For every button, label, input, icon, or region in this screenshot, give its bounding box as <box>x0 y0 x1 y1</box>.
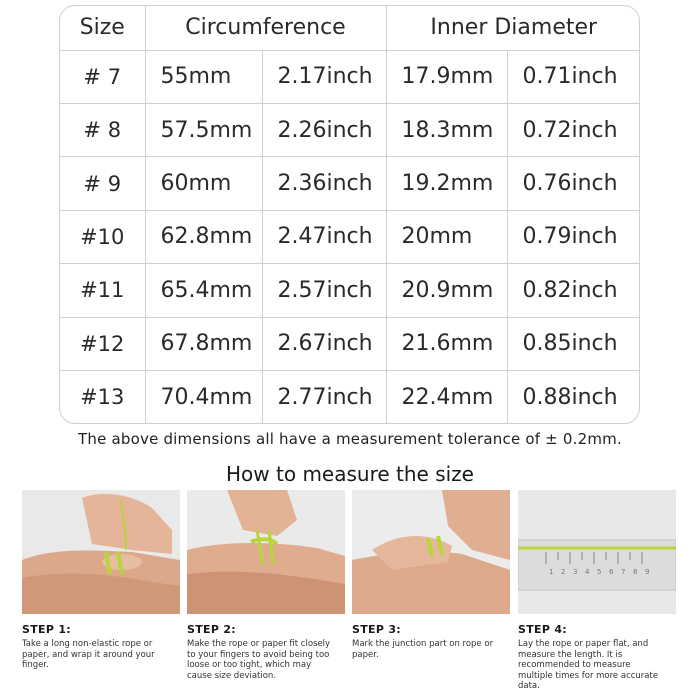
hand-wrapping-rope-illustration <box>22 490 180 614</box>
size-cell: #13 <box>60 371 145 423</box>
diameter-mm-cell: 20mm <box>386 210 507 263</box>
circumference-inch-cell: 2.57inch <box>262 264 386 317</box>
diameter-inch-cell: 0.88inch <box>522 384 618 410</box>
diameter-mm-cell: 18.3mm <box>386 103 507 156</box>
circumference-inch-cell: 2.47inch <box>262 210 386 263</box>
diameter-inch-cell: 0.71inch <box>507 50 640 103</box>
table-row <box>60 103 640 156</box>
size-table <box>60 6 640 423</box>
size-cell: #10 <box>60 210 145 263</box>
diameter-mm-cell: 20.9mm <box>386 264 507 317</box>
circumference-inch-cell: 2.36inch <box>262 157 386 210</box>
diameter-mm-cell: 19.2mm <box>386 157 507 210</box>
ruler-tick-label: 6 <box>609 568 614 576</box>
diameter-inch-cell: 0.85inch <box>507 317 640 370</box>
step-2-photo <box>187 490 345 614</box>
diameter-mm-cell: 17.9mm <box>386 50 507 103</box>
howto-heading: How to measure the size <box>226 462 474 486</box>
header-size: Size <box>60 6 145 50</box>
circumference-inch-cell: 2.26inch <box>262 103 386 156</box>
table-row <box>60 210 640 263</box>
step-2-text: Make the rope or paper fit closely to your fingers to avoid being too loose or too tight, which may cause size deviation. <box>187 639 331 681</box>
hand-marking-rope-illustration <box>352 490 510 614</box>
circumference-mm-cell: 67.8mm <box>145 317 262 370</box>
table-row <box>60 264 640 317</box>
tolerance-note: The above dimensions all have a measurement tolerance of ± 0.2mm. <box>78 430 622 448</box>
table-row <box>60 371 640 423</box>
size-cell: #11 <box>60 264 145 317</box>
measurement-steps <box>22 490 678 692</box>
step-1 <box>22 490 180 692</box>
ruler-tick-label: 4 <box>585 568 590 576</box>
header-circumference: Circumference <box>145 6 386 50</box>
circumference-inch-cell: 2.17inch <box>262 50 386 103</box>
circumference-inch-cell: 2.67inch <box>262 317 386 370</box>
circumference-inch-cell: 2.77inch <box>262 371 386 423</box>
circumference-mm-cell: 70.4mm <box>145 371 262 423</box>
size-cell: # 8 <box>60 103 145 156</box>
step-4-title: STEP 4: <box>518 623 567 636</box>
step-3 <box>352 490 510 692</box>
circumference-mm-cell: 60mm <box>145 157 262 210</box>
circumference-mm-cell: 55mm <box>145 50 262 103</box>
table-row <box>60 317 640 370</box>
diameter-mm-cell: 21.6mm <box>386 317 507 370</box>
table-row <box>60 50 640 103</box>
ruler-tick-label: 2 <box>561 568 566 576</box>
ruler-measuring-rope-illustration <box>518 490 676 614</box>
step-4-photo <box>518 490 676 614</box>
diameter-inch-cell: 0.72inch <box>507 103 640 156</box>
step-4-text: Lay the rope or paper flat, and measure the length. It is recommended to measure multiple times for more accurate data. <box>518 639 659 691</box>
diameter-inch-cell: 0.82inch <box>507 264 640 317</box>
step-1-text: Take a long non-elastic rope or paper, and wrap it around your finger. <box>22 639 155 670</box>
hand-tightening-rope-illustration <box>187 490 345 614</box>
ruler-tick-label: 3 <box>573 568 578 576</box>
step-1-photo <box>22 490 180 614</box>
ruler-tick-label: 9 <box>645 568 650 576</box>
diameter-inch-cell: 0.79inch <box>507 210 640 263</box>
circumference-mm-cell: 65.4mm <box>145 264 262 317</box>
step-1-title: STEP 1: <box>22 623 71 636</box>
ruler-tick-label: 5 <box>597 568 602 576</box>
step-3-title: STEP 3: <box>352 623 401 636</box>
step-2-title: STEP 2: <box>187 623 236 636</box>
step-3-text: Mark the junction part on rope or paper. <box>352 639 494 660</box>
ruler-tick-label: 8 <box>633 568 638 576</box>
size-chart-table <box>59 5 640 424</box>
size-cell: # 7 <box>60 50 145 103</box>
step-2 <box>187 490 345 692</box>
circumference-mm-cell: 62.8mm <box>145 210 262 263</box>
table-header-row <box>60 6 640 50</box>
ruler-tick-label: 7 <box>621 568 626 576</box>
step-4 <box>518 490 676 692</box>
step-3-photo <box>352 490 510 614</box>
table-row <box>60 157 640 210</box>
circumference-mm-cell: 57.5mm <box>145 103 262 156</box>
diameter-mm-cell: 22.4mm <box>386 371 507 423</box>
ruler-tick-label: 1 <box>549 568 554 576</box>
header-inner-diameter: Inner Diameter <box>386 6 640 50</box>
size-cell: #12 <box>60 317 145 370</box>
diameter-inch-cell: 0.76inch <box>507 157 640 210</box>
size-cell: # 9 <box>60 157 145 210</box>
